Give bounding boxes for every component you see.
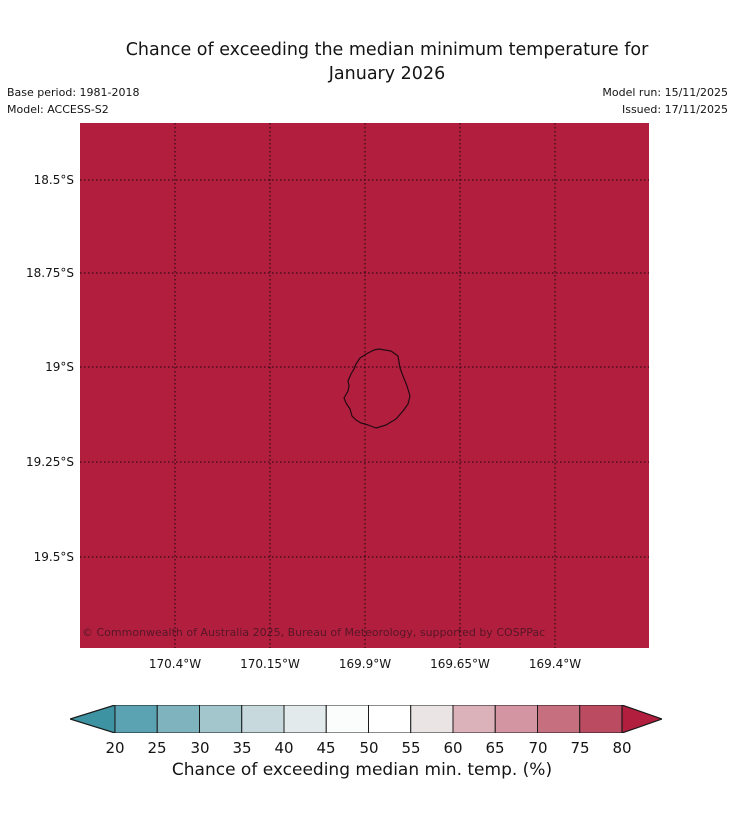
colorbar-tick: 40 [274,739,294,757]
colorbar-tick: 55 [401,739,421,757]
xtick-label: 169.4°W [528,657,582,671]
map-canvas [80,123,649,648]
copyright-text: © Commonwealth of Australia 2025, Bureau of Meteorology, supported by COSPPac [82,626,546,639]
colorbar-tick: 25 [147,739,167,757]
xtick-label: 169.65°W [430,657,490,671]
ytick-label: 19.5°S [33,550,74,564]
colorbar-tick: 45 [316,739,336,757]
issued-text: Issued: 17/11/2025 [621,102,728,116]
xtick-label: 170.4°W [148,657,202,671]
colorbar-tick: 20 [105,739,125,757]
xtick-label: 169.9°W [338,657,392,671]
colorbar-tick: 60 [443,739,463,757]
ytick-label: 19.25°S [26,455,74,469]
chart-title-line1: Chance of exceeding the median minimum temperature for [125,40,649,60]
colorbar-label: Chance of exceeding median min. temp. (%) [171,760,553,780]
colorbar-tick: 75 [570,739,590,757]
metadata-right [602,85,728,118]
colorbar-segments [115,705,622,733]
ytick-label: 18.75°S [26,266,74,280]
colorbar-tick: 30 [190,739,210,757]
chart-title [37,38,736,86]
metadata-left [7,85,139,118]
ytick-label: 18.5°S [33,173,74,187]
colorbar-canvas [70,705,662,733]
colorbar-tick: 50 [359,739,379,757]
colorbar-tick: 65 [485,739,505,757]
colorbar-tick: 80 [612,739,632,757]
model-text: Model: ACCESS-S2 [7,102,109,116]
colorbar-tick: 70 [528,739,548,757]
map-panel [80,123,649,648]
colorbar-under-arrow [70,705,115,733]
colorbar-tick: 35 [232,739,252,757]
colorbar-over-arrow [622,705,662,733]
xtick-label: 170.15°W [240,657,300,671]
colorbar [70,705,662,733]
probability-field [80,123,649,648]
base-period-text: Base period: 1981-2018 [7,86,140,99]
chart-title-line2: January 2026 [328,64,446,84]
ytick-label: 19°S [45,360,74,374]
model-run-text: Model run: 15/11/2025 [602,86,728,99]
